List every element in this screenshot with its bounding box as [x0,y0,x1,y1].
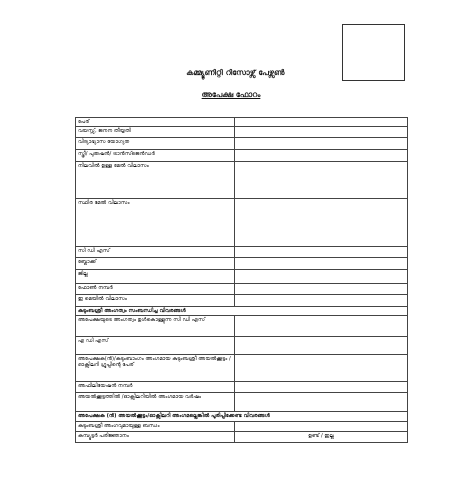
form-row-phone [76,284,408,295]
field-label-member-year: അയൽക്കൂട്ടത്തിൽ /ഓക്സിലറിയിൽ അംഗമായ വർഷം [76,393,235,412]
form-row-member-year [76,393,408,412]
field-value-permanent-address[interactable] [235,199,408,247]
field-value-current-address[interactable] [235,162,408,199]
field-label-permanent-address: സ്ഥിര മേൽ വിലാസം [76,199,235,247]
field-label-computer-knowledge: കമ്പ്യൂട്ടർ പരിജ്ഞാനം [76,432,235,443]
form-subtitle: അപേക്ഷ ഫോറം [201,90,261,99]
form-title: കമ്മ്യൂണിറ്റി റിസോഴ്സ് പേഴ്സൺ [186,68,285,77]
field-value-member-year[interactable] [235,393,408,412]
field-value-email[interactable] [235,295,408,307]
field-value-ads[interactable] [235,337,408,355]
field-value-phone[interactable] [235,284,408,295]
section-heading-membership: കുടുംബശ്രീ അംഗത്വം സംബന്ധിച്ച വിവരങ്ങൾ [76,307,408,316]
field-value-affiliation[interactable] [235,382,408,393]
field-value-age-dob[interactable] [235,127,408,138]
form-row-gender [76,150,408,162]
field-value-relation[interactable] [235,422,408,432]
field-value-computer-knowledge[interactable]: ഉണ്ട് / ഇല്ല [235,432,408,443]
form-row-email [76,295,408,307]
form-row-block [76,258,408,270]
form-row-district [76,270,408,284]
field-value-district[interactable] [235,270,408,284]
field-value-block[interactable] [235,258,408,270]
form-row-ads [76,337,408,355]
field-label-email: ഇ മെയിൽ വിലാസം [76,295,235,307]
field-label-gender: സ്ത്രീ/ പുരുഷൻ/ ട്രാൻസ്ജെൻഡർ [76,150,235,162]
field-label-block: ബ്ലോക്ക് [76,258,235,270]
form-row-name [76,118,408,127]
section-heading-non-member: അപേക്ഷക (ൻ) അയൽക്കൂട്ടം/ഓക്സിലറി അംഗമല്ലെങ്കിൽ പൂരിപ്പിക്കേണ്ട വിവരങ്ങൾ [76,412,408,422]
form-row-cds [76,247,408,258]
form-row-computer-knowledge [76,432,408,443]
field-value-cds[interactable] [235,247,408,258]
field-label-qualification: വിദ്യാഭ്യാസ യോഗ്യത [76,138,235,150]
form-row-member-cds [76,316,408,337]
section-row-membership [76,307,408,316]
field-label-ads: എ ഡി എസ് [76,337,235,355]
form-row-permanent-address [76,199,408,247]
form-row-relation [76,422,408,432]
field-label-name: പേര് [76,118,235,127]
field-value-nhg-name[interactable] [235,355,408,382]
form-row-qualification [76,138,408,150]
field-label-current-address: നിലവിൽ ഉള്ള മേൽ വിലാസം [76,162,235,199]
field-value-qualification[interactable] [235,138,408,150]
form-row-nhg-name [76,355,408,382]
field-label-cds: സി ഡി എസ് [76,247,235,258]
form-row-current-address [76,162,408,199]
field-label-member-cds: അപേക്ഷയുടെ അംഗത്വം ഉൾകൊള്ളുന്ന സി ഡി എസ് [76,316,235,337]
field-value-name[interactable] [235,118,408,127]
field-label-age-dob: വയസ്സ്, ജനന തീയ്യതി [76,127,235,138]
field-label-affiliation: അഫിലിയേഷൻ നമ്പർ [76,382,235,393]
photo-box [342,24,405,81]
field-label-district: ജില്ല [76,270,235,284]
field-value-member-cds[interactable] [235,316,408,337]
application-form-table [75,117,408,443]
field-label-relation: കുടുംബശ്രീ അംഗവുമായുള്ള ബന്ധം [76,422,235,432]
field-label-phone: ഫോൺ നമ്പർ [76,284,235,295]
field-value-gender[interactable] [235,150,408,162]
form-row-affiliation [76,382,408,393]
section-row-non-member [76,412,408,422]
form-row-age-dob [76,127,408,138]
field-label-nhg-name: അപേക്ഷക(ൻ)/കുടുംബാംഗം അംഗമായ കുടുംബശ്രീ അയൽക്കൂട്ടം /ഓക്സിലറി ഗ്രൂപ്പിന്റെ പേര് [76,355,235,382]
